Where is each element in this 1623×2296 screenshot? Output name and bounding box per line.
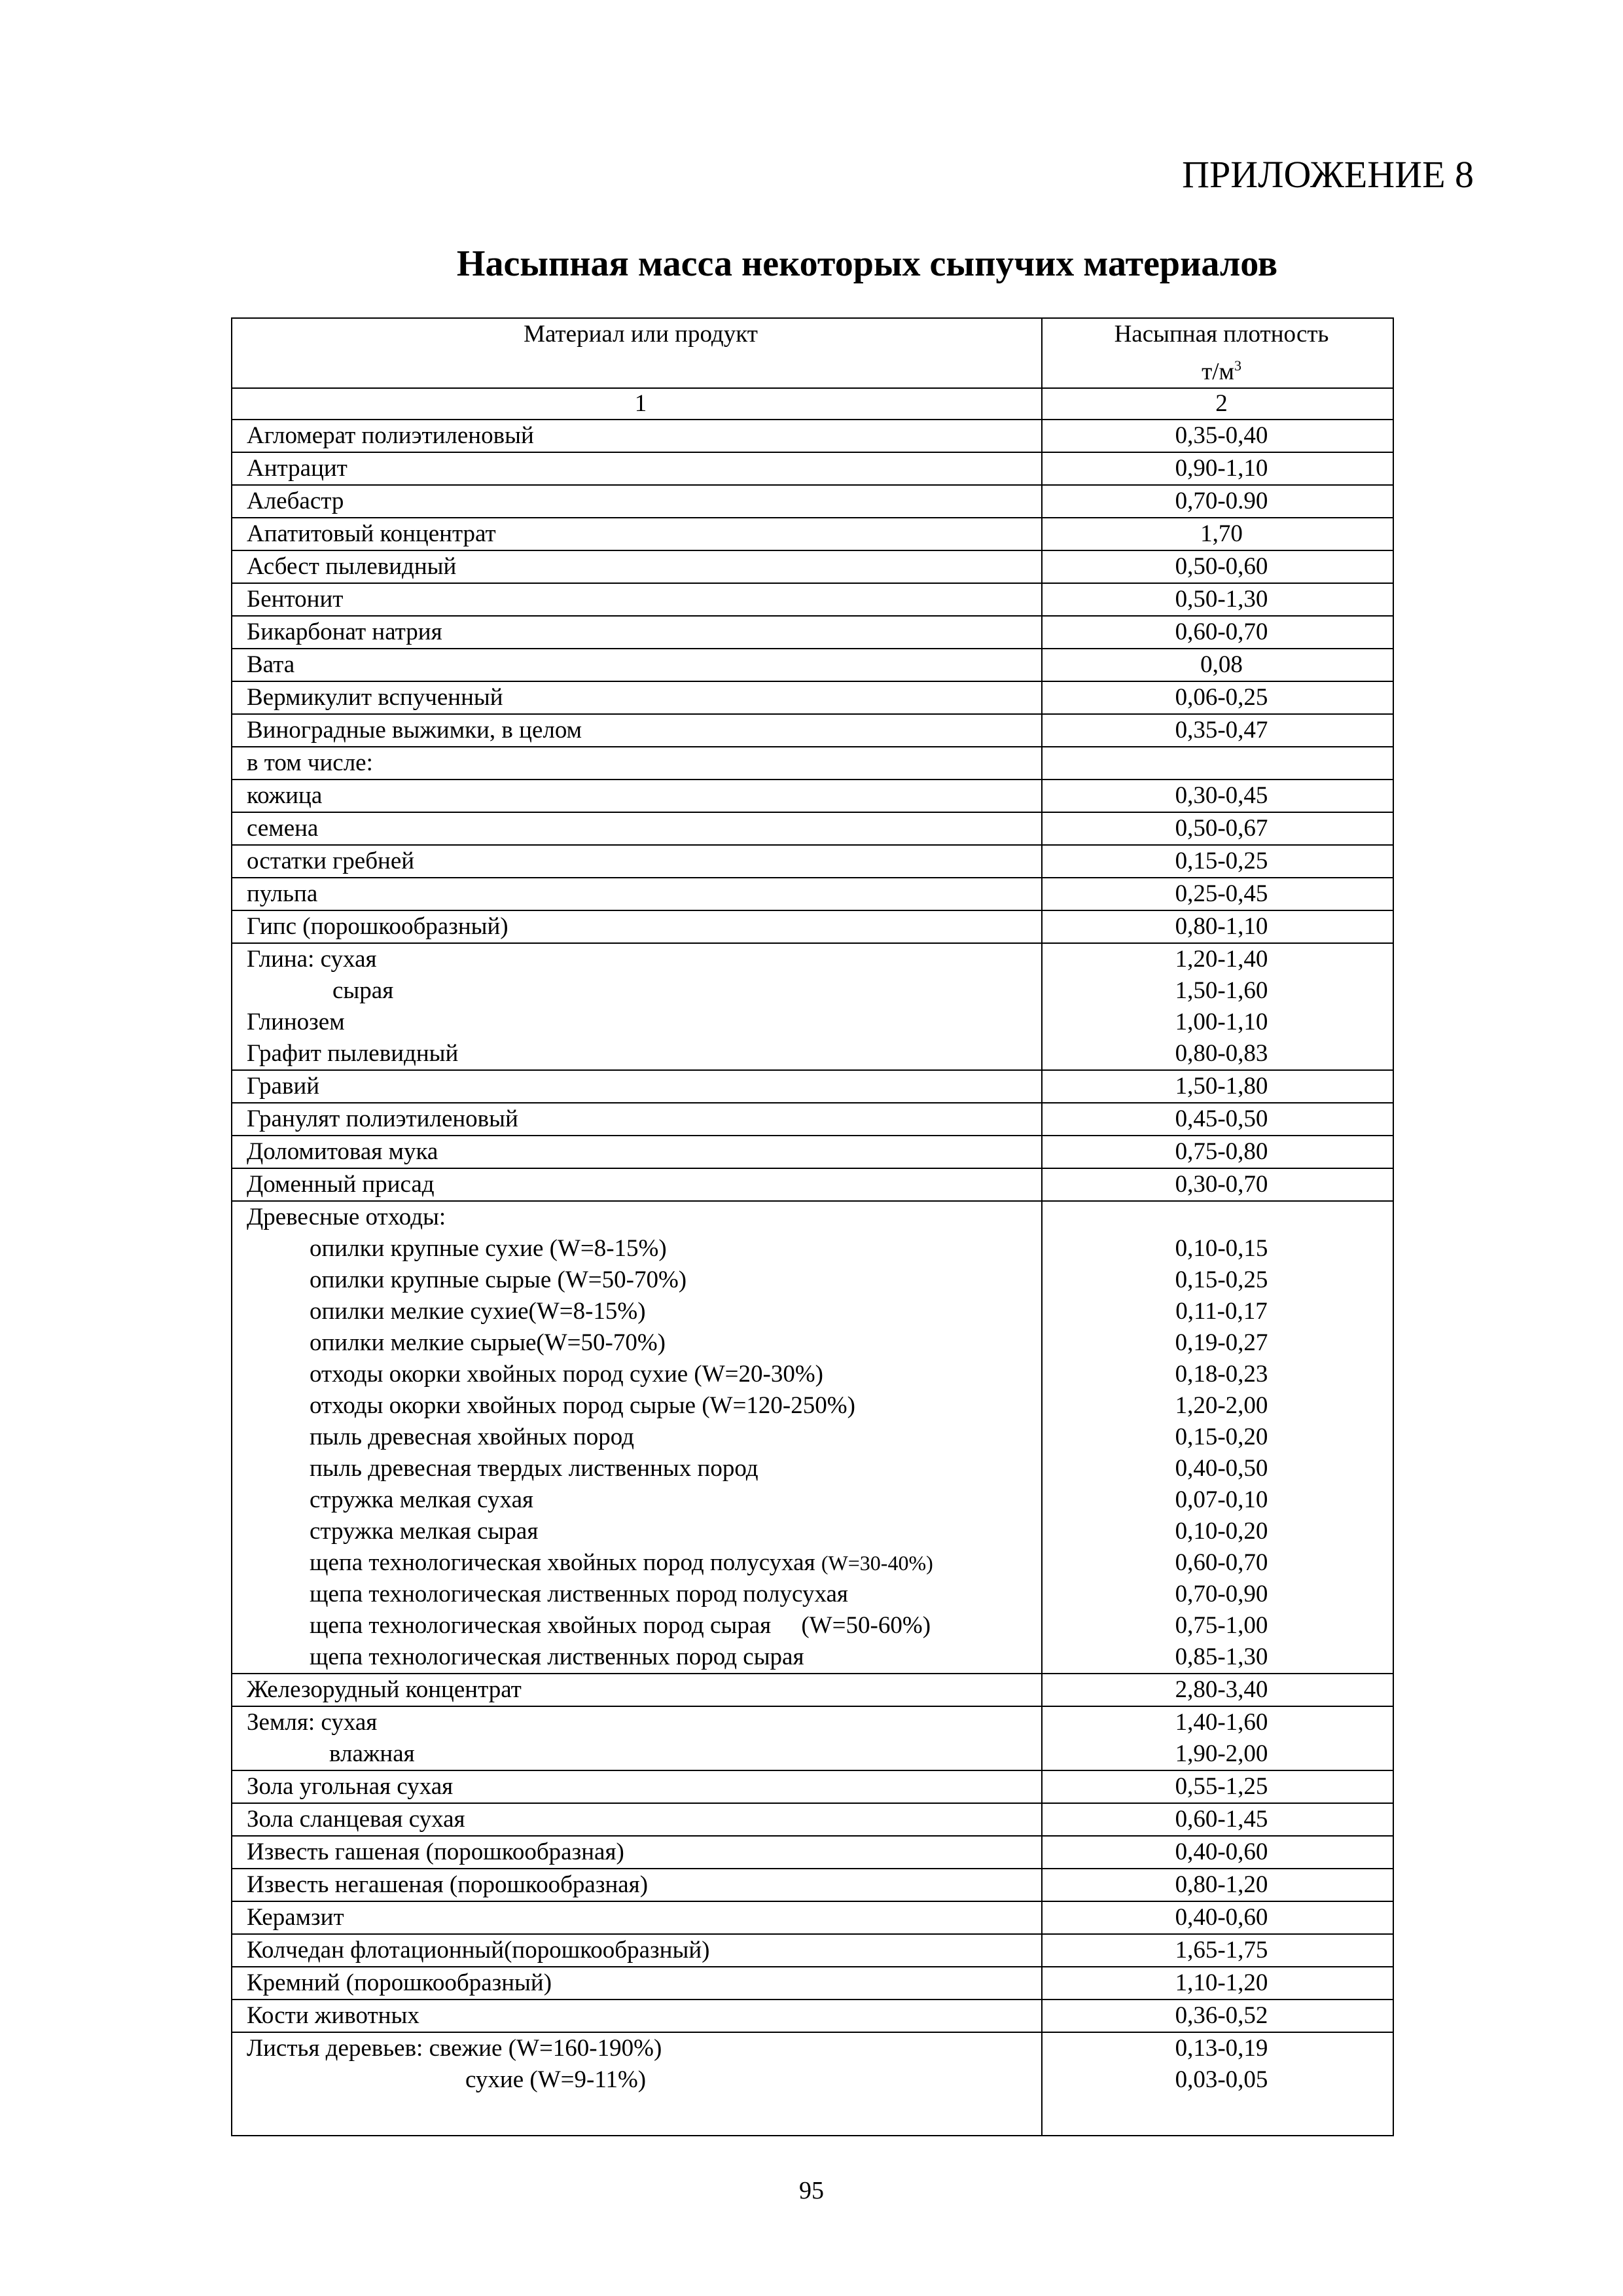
material-line: Земля: сухая	[247, 1709, 378, 1736]
item-text: пыль древесная хвойных пород	[310, 1424, 634, 1451]
item-text: отходы окорки хвойных пород сырые (W=120-250%)	[310, 1392, 855, 1420]
table-row	[232, 1803, 1393, 1836]
density-value: 0,60-1,45	[1042, 1803, 1393, 1836]
material-line	[247, 1547, 1035, 1579]
table-row	[232, 1070, 1393, 1103]
material-cell: Зола угольная сухая	[232, 1770, 1042, 1803]
appendix-label: ПРИЛОЖЕНИЕ 8	[1182, 153, 1474, 196]
table-row	[232, 1934, 1393, 1967]
row-spacer	[247, 2096, 1035, 2135]
item-text: отходы окорки хвойных пород сухие (W=20-30%)	[310, 1361, 823, 1388]
table-row	[232, 1201, 1393, 1674]
table-row	[232, 681, 1393, 714]
material-line	[247, 1233, 1035, 1265]
density-value: 1,70	[1042, 518, 1393, 550]
table-row	[232, 747, 1393, 780]
value-line: 0,11-0,17	[1175, 1298, 1268, 1325]
table-row	[232, 1869, 1393, 1901]
table-row	[232, 878, 1393, 910]
density-value: 0,08	[1042, 649, 1393, 681]
page-title: Насыпная масса некоторых сыпучих материалов	[456, 243, 1278, 284]
value-line: 0,10-0,20	[1175, 1518, 1268, 1545]
material-line	[247, 1516, 1035, 1547]
table-row	[232, 1770, 1393, 1803]
material-line	[247, 1610, 1035, 1641]
material-cell: Зола сланцевая сухая	[232, 1803, 1042, 1836]
density-value: 0,36-0,52	[1042, 2000, 1393, 2032]
item-text: щепа технологическая лиственных пород сырая	[310, 1643, 804, 1671]
value-line	[1057, 1202, 1386, 1233]
material-line	[247, 1327, 1035, 1359]
density-value: 1,65-1,75	[1042, 1934, 1393, 1967]
material-cell	[232, 2032, 1042, 2136]
table-row	[232, 1674, 1393, 1706]
material-cell: Керамзит	[232, 1901, 1042, 1934]
density-value: 0,75-0,80	[1042, 1136, 1393, 1168]
material-line	[247, 1484, 1035, 1516]
item-text: щепа технологическая хвойных пород полусухая	[310, 1549, 815, 1577]
value-line: 0,18-0,23	[1175, 1361, 1268, 1388]
material-line: влажная	[329, 1740, 415, 1768]
density-value: 0,35-0,47	[1042, 714, 1393, 747]
item-text: щепа технологическая лиственных пород полусухая	[310, 1581, 848, 1608]
table-row	[232, 649, 1393, 681]
material-cell: Асбест пылевидный	[232, 550, 1042, 583]
material-line	[247, 1359, 1035, 1390]
col2-header-text: Насыпная плотность	[1114, 321, 1329, 348]
material-cell: кожица	[232, 780, 1042, 812]
material-cell: семена	[232, 812, 1042, 845]
item-text: опилки мелкие сухие(W=8-15%)	[310, 1298, 646, 1325]
table-row	[232, 812, 1393, 845]
value-line: 0,75-1,00	[1175, 1612, 1268, 1640]
value-line: 0,15-0,25	[1175, 1266, 1268, 1294]
density-value: 0,06-0,25	[1042, 681, 1393, 714]
density-value: 0,80-1,10	[1042, 910, 1393, 943]
material-cell: пульпа	[232, 878, 1042, 910]
col-number-1: 1	[232, 388, 1042, 420]
material-line: Глинозем	[247, 1009, 345, 1036]
density-value: 0,70-0.90	[1042, 485, 1393, 518]
item-text: опилки крупные сырые (W=50-70%)	[310, 1266, 687, 1294]
density-value: 0,50-0,67	[1042, 812, 1393, 845]
density-value	[1042, 943, 1393, 1070]
material-cell: Гравий	[232, 1070, 1042, 1103]
value-line: 1,50-1,60	[1175, 977, 1268, 1005]
table-row	[232, 910, 1393, 943]
material-cell	[232, 943, 1042, 1070]
density-value: 0,80-1,20	[1042, 1869, 1393, 1901]
material-cell: остатки гребней	[232, 845, 1042, 878]
table-row	[232, 1836, 1393, 1869]
material-cell: в том числе:	[232, 747, 1042, 780]
material-cell: Гранулят полиэтиленовый	[232, 1103, 1042, 1136]
density-value: 0,35-0,40	[1042, 420, 1393, 452]
table-row	[232, 485, 1393, 518]
density-value: 0,40-0,60	[1042, 1836, 1393, 1869]
value-line: 0,13-0,19	[1175, 2035, 1268, 2062]
item-text: опилки мелкие сырые(W=50-70%)	[310, 1329, 666, 1357]
density-value	[1042, 1706, 1393, 1770]
density-value: 0,60-0,70	[1042, 616, 1393, 649]
value-line: 0,80-0,83	[1175, 1040, 1268, 1067]
page-number: 95	[799, 2177, 824, 2204]
density-value	[1042, 1201, 1393, 1674]
material-cell: Вермикулит вспученный	[232, 681, 1042, 714]
col2-header-sup: 3	[1234, 357, 1241, 374]
value-line: 1,00-1,10	[1175, 1009, 1268, 1036]
item-text: опилки крупные сухие (W=8-15%)	[310, 1235, 667, 1263]
density-value	[1042, 747, 1393, 780]
material-line	[247, 1390, 1035, 1422]
item-text: пыль древесная твердых лиственных пород	[310, 1455, 758, 1482]
item-text: стружка мелкая сырая	[310, 1518, 539, 1545]
table-row	[232, 1967, 1393, 2000]
material-cell: Доломитовая мука	[232, 1136, 1042, 1168]
density-value: 0,50-1,30	[1042, 583, 1393, 616]
material-line: Древесные отходы:	[247, 1204, 446, 1231]
table-row	[232, 616, 1393, 649]
material-line	[247, 1453, 1035, 1484]
table-row	[232, 943, 1393, 1070]
value-line: 0,07-0,10	[1175, 1486, 1268, 1514]
table-row	[232, 420, 1393, 452]
material-cell: Апатитовый концентрат	[232, 518, 1042, 550]
material-line: Листья деревьев: свежие (W=160-190%)	[247, 2035, 662, 2062]
material-cell: Железорудный концентрат	[232, 1674, 1042, 1706]
table-row	[232, 583, 1393, 616]
material-cell: Агломерат полиэтиленовый	[232, 420, 1042, 452]
table-row	[232, 452, 1393, 485]
material-cell: Доменный присад	[232, 1168, 1042, 1201]
table-row	[232, 1168, 1393, 1201]
density-value: 0,45-0,50	[1042, 1103, 1393, 1136]
density-value: 0,90-1,10	[1042, 452, 1393, 485]
value-line: 0,40-0,50	[1175, 1455, 1268, 1482]
density-value: 0,15-0,25	[1042, 845, 1393, 878]
material-cell: Алебастр	[232, 485, 1042, 518]
material-line	[247, 1296, 1035, 1327]
density-value: 1,10-1,20	[1042, 1967, 1393, 2000]
table-row	[232, 518, 1393, 550]
value-line: 0,60-0,70	[1175, 1549, 1268, 1577]
density-value: 0,50-0,60	[1042, 550, 1393, 583]
density-value: 0,40-0,60	[1042, 1901, 1393, 1934]
value-line: 0,03-0,05	[1175, 2066, 1268, 2094]
table-row	[232, 845, 1393, 878]
table-row	[232, 780, 1393, 812]
material-cell: Известь гашеная (порошкообразная)	[232, 1836, 1042, 1869]
value-line: 0,19-0,27	[1175, 1329, 1268, 1357]
density-value: 0,55-1,25	[1042, 1770, 1393, 1803]
material-cell: Бикарбонат натрия	[232, 616, 1042, 649]
item-text: стружка мелкая сухая	[310, 1486, 534, 1514]
material-line	[247, 1422, 1035, 1453]
value-line: 1,20-1,40	[1175, 946, 1268, 973]
material-cell: Вата	[232, 649, 1042, 681]
material-cell: Гипс (порошкообразный)	[232, 910, 1042, 943]
value-line: 1,90-2,00	[1175, 1740, 1268, 1768]
material-line: сухие (W=9-11%)	[465, 2066, 647, 2094]
material-cell: Известь негашеная (порошкообразная)	[232, 1869, 1042, 1901]
density-value: 2,80-3,40	[1042, 1674, 1393, 1706]
material-line	[247, 1641, 1035, 1673]
col2-header-unit: т/м	[1202, 358, 1234, 386]
material-line: Глина: сухая	[247, 946, 377, 973]
density-value: 0,25-0,45	[1042, 878, 1393, 910]
value-line: 0,85-1,30	[1175, 1643, 1268, 1671]
material-cell: Виноградные выжимки, в целом	[232, 714, 1042, 747]
material-cell: Бентонит	[232, 583, 1042, 616]
header-row	[232, 318, 1393, 388]
material-line	[247, 1579, 1035, 1610]
column-number-row	[232, 388, 1393, 420]
value-line: 0,10-0,15	[1175, 1235, 1268, 1263]
density-value	[1042, 2032, 1393, 2136]
table-row	[232, 1103, 1393, 1136]
table-row	[232, 550, 1393, 583]
value-line: 0,70-0,90	[1175, 1581, 1268, 1608]
material-cell: Кости животных	[232, 2000, 1042, 2032]
item-note: (W=30-40%)	[821, 1551, 933, 1575]
col1-header: Материал или продукт	[232, 318, 1042, 388]
value-line: 1,20-2,00	[1175, 1392, 1268, 1420]
col-number-2: 2	[1042, 388, 1393, 420]
value-line: 1,40-1,60	[1175, 1709, 1268, 1736]
item-text: щепа технологическая хвойных пород сырая (W=50-60%)	[310, 1612, 931, 1640]
table-row	[232, 1901, 1393, 1934]
material-cell: Антрацит	[232, 452, 1042, 485]
density-value: 0,30-0,70	[1042, 1168, 1393, 1201]
table-row	[232, 2000, 1393, 2032]
density-table	[231, 317, 1394, 2136]
table-row	[232, 1706, 1393, 1770]
material-line: сырая	[332, 977, 394, 1005]
table-row	[232, 1136, 1393, 1168]
material-line: Графит пылевидный	[247, 1040, 459, 1067]
material-cell: Колчедан флотационный(порошкообразный)	[232, 1934, 1042, 1967]
value-line: 0,15-0,20	[1175, 1424, 1268, 1451]
table-row	[232, 714, 1393, 747]
material-cell	[232, 1201, 1042, 1674]
density-value: 1,50-1,80	[1042, 1070, 1393, 1103]
material-cell: Кремний (порошкообразный)	[232, 1967, 1042, 2000]
material-cell	[232, 1706, 1042, 1770]
table-row	[232, 2032, 1393, 2136]
material-line	[247, 1265, 1035, 1296]
col2-header	[1042, 318, 1393, 388]
density-value: 0,30-0,45	[1042, 780, 1393, 812]
